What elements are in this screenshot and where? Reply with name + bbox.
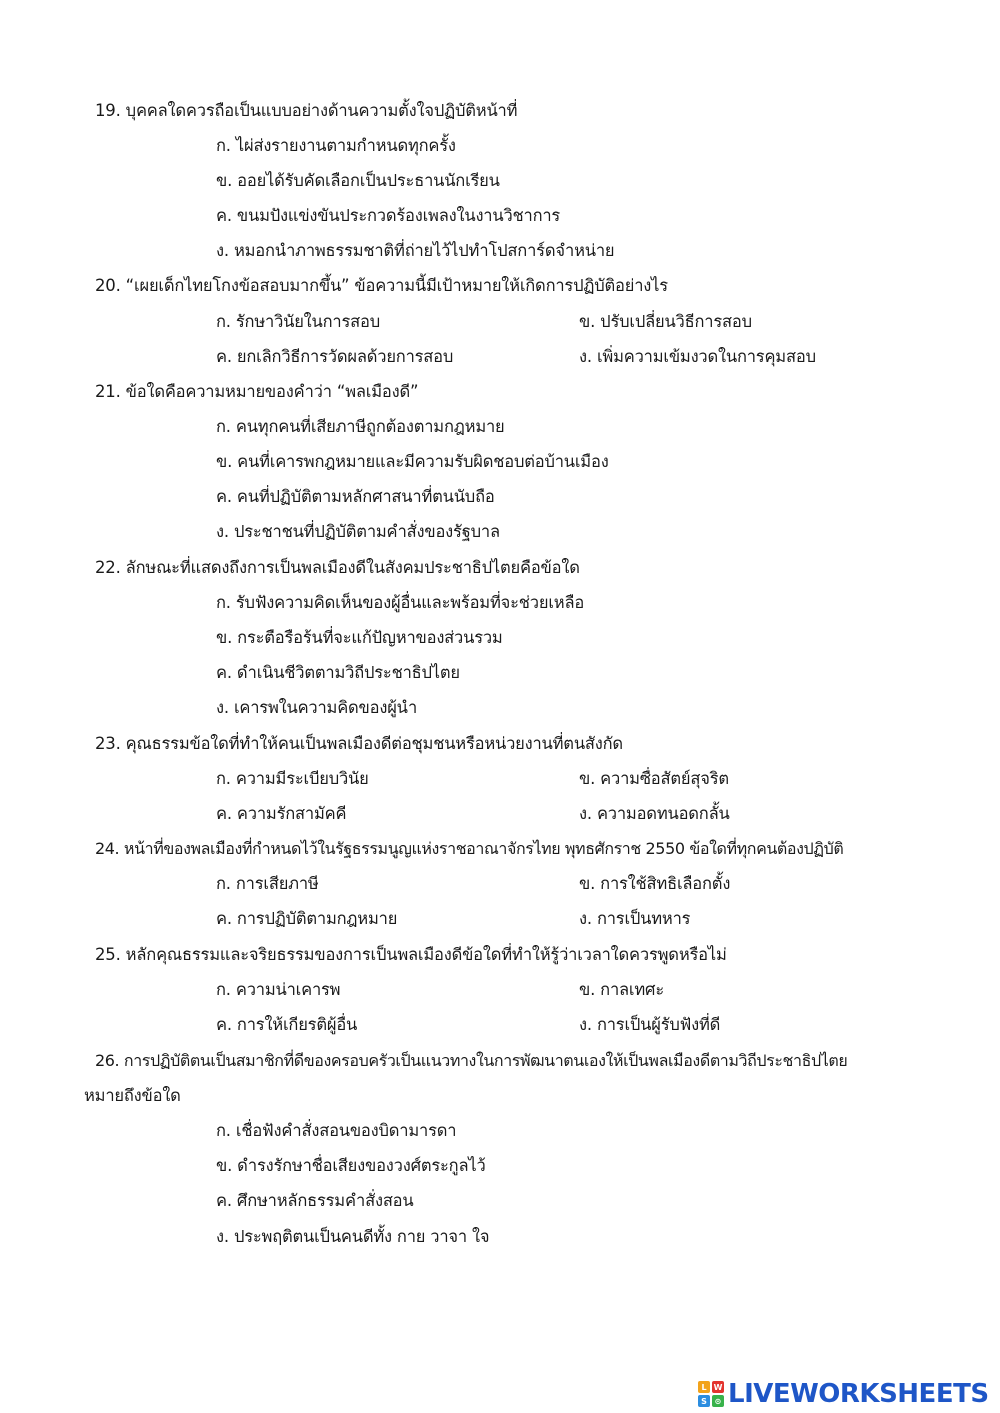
question-22-option-b[interactable]: ข. กระตือรือร้นที่จะแก้ปัญหาของส่วนรวม (216, 628, 503, 647)
logo-tile-l: L (698, 1381, 710, 1393)
question-22-option-c[interactable]: ค. ดำเนินชีวิตตามวิถีประชาธิปไตย (216, 663, 460, 682)
question-26-option-a[interactable]: ก. เชื่อฟังคำสั่งสอนของบิดามารดา (216, 1121, 457, 1140)
question-24-option-a[interactable]: ก. การเสียภาษี (216, 874, 319, 893)
question-26-option-b[interactable]: ข. ดำรงรักษาชื่อเสียงของวงศ์ตระกูลไว้ (216, 1156, 486, 1175)
question-21-option-a[interactable]: ก. คนทุกคนที่เสียภาษีถูกต้องตามกฎหมาย (216, 417, 505, 436)
question-21-option-c[interactable]: ค. คนที่ปฏิบัติตามหลักศาสนาที่ตนนับถือ (216, 487, 495, 506)
logo-grid-icon (698, 1381, 724, 1407)
question-21-option-b[interactable]: ข. คนที่เคารพกฎหมายและมีความรับผิดชอบต่อบ้านเมือง (216, 452, 609, 471)
logo-tile-w: W (713, 1382, 723, 1392)
question-26-option-c[interactable]: ค. ศึกษาหลักธรรมคำสั่งสอน (216, 1191, 414, 1210)
question-19-option-b[interactable]: ข. ออยได้รับคัดเลือกเป็นประธานนักเรียน (216, 171, 500, 190)
question-20-option-a[interactable]: ก. รักษาวินัยในการสอบ (216, 312, 380, 331)
question-24-option-b[interactable]: ข. การใช้สิทธิเลือกตั้ง (579, 874, 731, 893)
question-23-option-b[interactable]: ข. ความซื่อสัตย์สุจริต (579, 769, 729, 788)
question-24-option-c[interactable]: ค. การปฏิบัติตามกฎหมาย (216, 909, 398, 928)
brand-name: LIVEWORKSHEETS (728, 1379, 989, 1409)
question-20-option-d[interactable]: ง. เพิ่มความเข้มงวดในการคุมสอบ (579, 347, 816, 366)
question-24-stem: 24. หน้าที่ของพลเมืองที่กำหนดไว้ในรัฐธรรมนูญแห่งราชอาณาจักรไทย พุทธศักราช 2550 ข้อใดที่ทุกคนต้องปฏิบัติ (95, 839, 844, 858)
question-23-option-d[interactable]: ง. ความอดทนอดกลั้น (579, 804, 730, 823)
question-24-option-d[interactable]: ง. การเป็นทหาร (579, 909, 691, 928)
question-25-option-d[interactable]: ง. การเป็นผู้รับฟังที่ดี (579, 1015, 721, 1034)
question-26-stem-continued: หมายถึงข้อใด (84, 1086, 181, 1105)
question-19-option-a[interactable]: ก. ไผ่ส่งรายงานตามกำหนดทุกครั้ง (216, 136, 456, 155)
logo-tile-s: S (698, 1395, 710, 1407)
question-20-stem: 20. “เผยเด็กไทยโกงข้อสอบมากขึ้น” ข้อความนี้มีเป้าหมายให้เกิดการปฏิบัติอย่างไร (95, 276, 668, 295)
question-25-option-b[interactable]: ข. กาลเทศะ (579, 980, 664, 999)
question-26-stem: 26. การปฏิบัติตนเป็นสมาชิกที่ดีของครอบครัวเป็นแนวทางในการพัฒนาตนเองให้เป็นพลเมืองดีตามวิถีประชาธิปไตย (95, 1051, 848, 1070)
question-25-option-c[interactable]: ค. การให้เกียรติผู้อื่น (216, 1015, 358, 1034)
question-23-option-c[interactable]: ค. ความรักสามัคคี (216, 804, 347, 823)
question-19-option-d[interactable]: ง. หมอกนำภาพธรรมชาติที่ถ่ายไว้ไปทำโปสการ์ดจำหน่าย (216, 241, 615, 260)
question-19-stem: 19. บุคคลใดควรถือเป็นแบบอย่างด้านความตั้งใจปฏิบัติหน้าที่ (95, 101, 518, 120)
question-25-option-a[interactable]: ก. ความน่าเคารพ (216, 980, 341, 999)
question-25-stem: 25. หลักคุณธรรมและจริยธรรมของการเป็นพลเมืองดีข้อใดที่ทำให้รู้ว่าเวลาใดควรพูดหรือไม่ (95, 945, 727, 964)
question-21-option-d[interactable]: ง. ประชาชนที่ปฏิบัติตามคำสั่งของรัฐบาล (216, 522, 500, 541)
liveworksheets-logo[interactable] (698, 1378, 989, 1410)
question-22-stem: 22. ลักษณะที่แสดงถึงการเป็นพลเมืองดีในสังคมประชาธิปไตยคือข้อใด (95, 558, 580, 577)
logo-tile-ring: ⊙ (712, 1395, 724, 1407)
question-23-option-a[interactable]: ก. ความมีระเบียบวินัย (216, 769, 369, 788)
question-22-option-a[interactable]: ก. รับฟังความคิดเห็นของผู้อื่นและพร้อมที่จะช่วยเหลือ (216, 593, 585, 612)
question-20-option-b[interactable]: ข. ปรับเปลี่ยนวิธีการสอบ (579, 312, 752, 331)
question-19-option-c[interactable]: ค. ขนมปังแข่งขันประกวดร้องเพลงในงานวิชาการ (216, 206, 561, 225)
question-26-option-d[interactable]: ง. ประพฤติตนเป็นคนดีทั้ง กาย วาจา ใจ (216, 1227, 490, 1246)
question-23-stem: 23. คุณธรรมข้อใดที่ทำให้คนเป็นพลเมืองดีต่อชุมชนหรือหน่วยงานที่ตนสังกัด (95, 734, 623, 753)
question-22-option-d[interactable]: ง. เคารพในความคิดของผู้นำ (216, 698, 418, 717)
question-21-stem: 21. ข้อใดคือความหมายของคำว่า “พลเมืองดี” (95, 382, 419, 401)
question-20-option-c[interactable]: ค. ยกเลิกวิธีการวัดผลด้วยการสอบ (216, 347, 454, 366)
